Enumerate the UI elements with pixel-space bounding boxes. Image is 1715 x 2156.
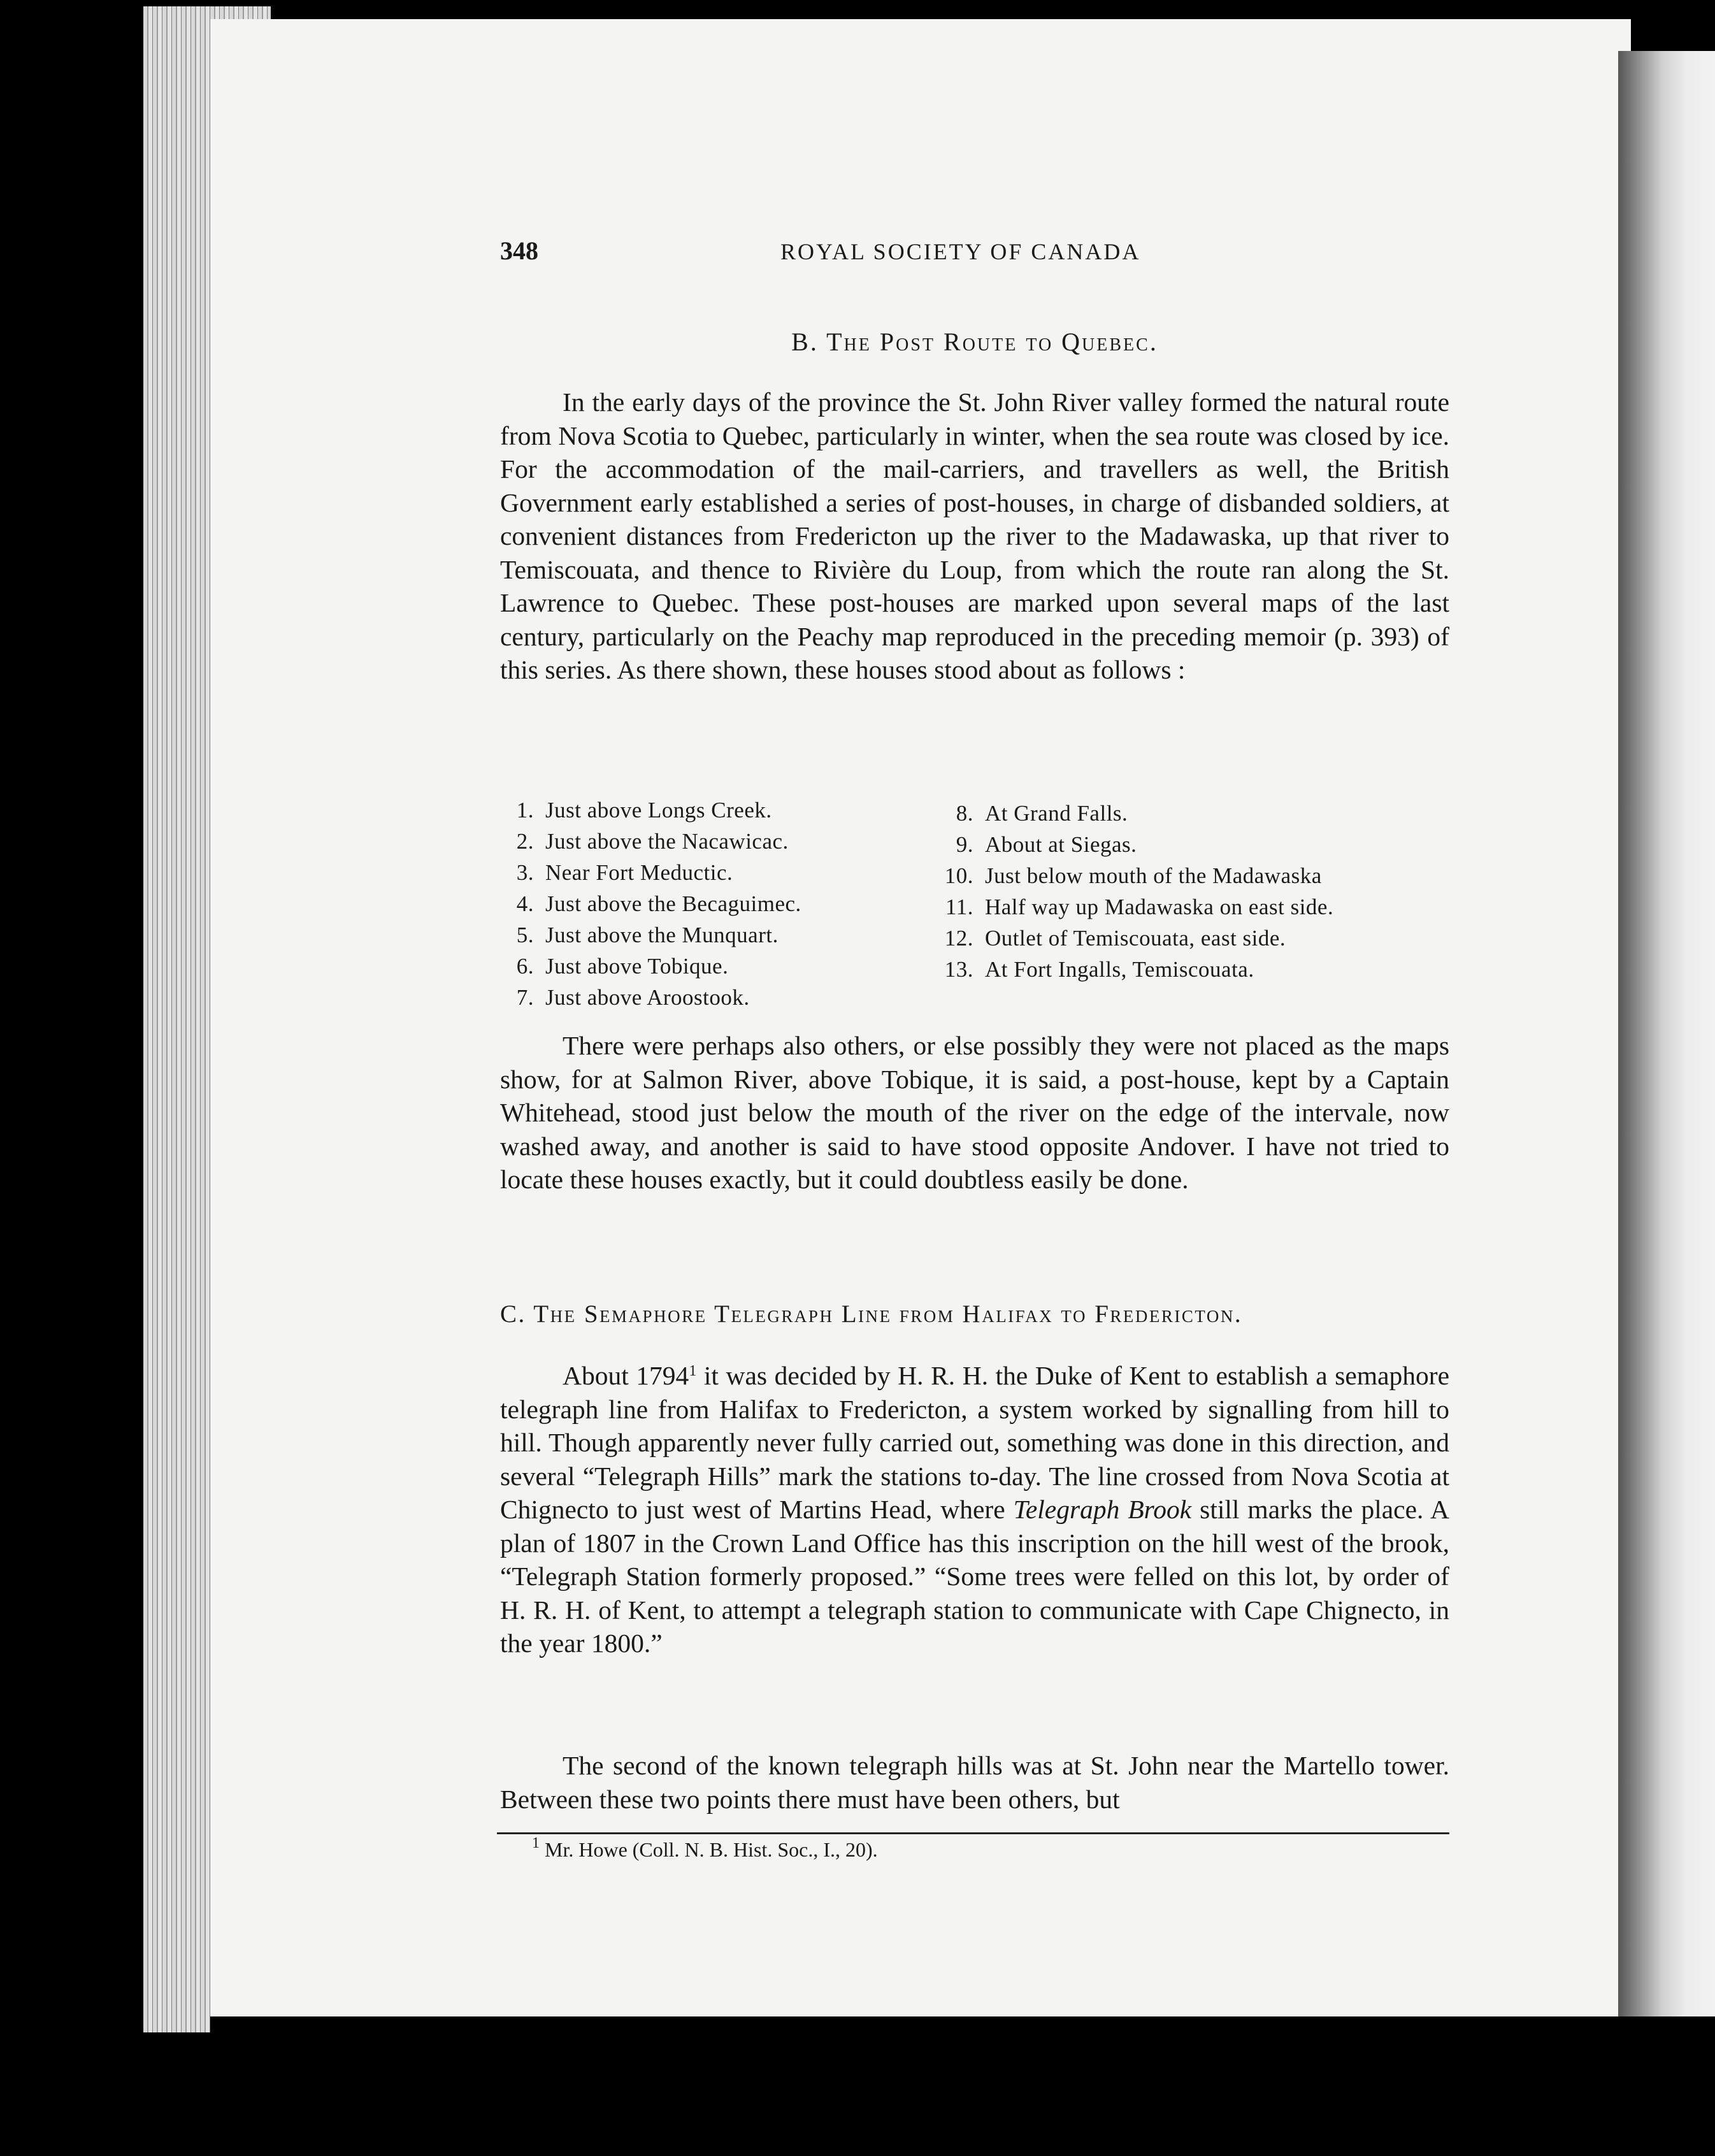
footnote-divider <box>497 1832 1449 1834</box>
running-head <box>500 236 1449 274</box>
list-item <box>496 794 801 826</box>
list-item-number: 10. <box>944 863 973 888</box>
list-item-number: 6. <box>516 954 534 979</box>
section-b-closing: There were perhaps also others, or else possibly they were not placed as the maps show, for at Salmon River, above Tobique, it is said, a post-house, kept by a Captain Whitehead, stood just below the mouth of the river on the edge of the intervale, now washed away, and another is said to have stood opposite Andover. I have not tried to locate these houses exactly, but it could doubtless easily be done. <box>500 1031 1449 1194</box>
list-item <box>931 923 1333 954</box>
section-c-paragraph-2: The second of the known telegraph hills was at St. John near the Martello tower. Between these two points there must have been others, but <box>500 1751 1449 1814</box>
list-item-text: About at Siegas. <box>985 832 1137 857</box>
list-item <box>931 860 1333 891</box>
list-item-text: Just above the Munquart. <box>545 923 779 947</box>
list-item <box>496 888 801 919</box>
list-item-number: 13. <box>944 957 973 982</box>
list-item <box>931 891 1333 923</box>
list-item-text: Just above Aroostook. <box>545 985 750 1010</box>
list-item-number: 9. <box>956 832 973 857</box>
list-item-number: 11. <box>945 895 973 919</box>
footnote-text: Mr. Howe (Coll. N. B. Hist. Soc., I., 20). <box>540 1838 878 1861</box>
list-item-number: 12. <box>944 926 973 951</box>
list-item-number: 7. <box>516 985 534 1010</box>
list-item-text: Just above the Becaguimec. <box>545 891 801 916</box>
list-item <box>496 919 801 951</box>
list-item-number: 5. <box>516 923 534 947</box>
text-run: it was decided by H. R. H. the Duke of Kent to establish a semaphore telegraph line from Halifax to Fredericton, a system worked by signalling from hill to hill. Though apparently never fully carried out, something was done in this direction, and several “Telegraph Hills” mark the stations to-day. The line crossed from Nova Scotia at Chignecto to just west of Martins Head, where <box>500 1361 1450 1524</box>
page-sheet <box>210 19 1631 2020</box>
list-item-number: 1. <box>516 798 534 823</box>
text-run: still marks the place. A plan of 1807 in the Crown Land Office has this inscription on the hill west of the brook, “Telegraph Station formerly proposed.” “Some trees were felled on this lot, by order of H. R. H. of Kent, to attempt a telegraph station to communicate with Cape Chignecto, in the year 1800.” <box>500 1495 1450 1658</box>
list-item <box>496 982 801 1013</box>
footnote <box>532 1835 878 1862</box>
section-c-paragraph-1 <box>500 1359 1449 1660</box>
list-item-number: 2. <box>516 829 534 854</box>
list-item-number: 3. <box>516 860 534 885</box>
book-facing-page-edge <box>1618 51 1715 2077</box>
section-b-heading: B. The Post Route to Quebec. <box>791 327 1158 356</box>
page-number: 348 <box>500 236 538 265</box>
list-item-text: Just above Tobique. <box>545 954 729 979</box>
list-item <box>931 954 1333 985</box>
list-item <box>496 857 801 888</box>
list-item-text: Half way up Madawaska on east side. <box>985 895 1334 919</box>
journal-title: ROYAL SOCIETY OF CANADA <box>780 239 1141 264</box>
section-b-intro: In the early days of the province the St. John River valley formed the natural route from Nova Scotia to Quebec, particularly in winter, when the sea route was closed by ice. For the accommodation of the mail-carriers, and travellers as well, the British Government early established a series of post-houses, in charge of disbanded soldiers, at convenient distances from Fredericton up the river to the Madawaska, up that river to Temiscouata, and thence to Rivière du Loup, from which the route ran along the St. Lawrence to Quebec. These post-houses are marked upon several maps of the last century, particularly on the Peachy map reproduced in the preceding memoir (p. 393) of this series. As there shown, these houses stood about as follows : <box>500 387 1449 684</box>
list-item-number: 4. <box>516 891 534 916</box>
post-house-list-left <box>496 794 801 1013</box>
list-item-text: Just below mouth of the Madawaska <box>985 863 1322 888</box>
text-run: About 1794 <box>563 1361 689 1390</box>
section-c-heading: C. The Semaphore Telegraph Line from Halifax to Fredericton. <box>500 1300 1243 1328</box>
list-item-text: At Fort Ingalls, Temiscouata. <box>985 957 1254 982</box>
list-item <box>931 829 1333 860</box>
list-item <box>496 826 801 857</box>
italic-place-name: Telegraph Brook <box>1013 1495 1192 1524</box>
list-item <box>931 798 1333 829</box>
list-item <box>496 951 801 982</box>
list-item-text: Near Fort Meductic. <box>545 860 733 885</box>
list-item-text: At Grand Falls. <box>985 801 1128 826</box>
list-item-text: Just above Longs Creek. <box>545 798 772 823</box>
list-item-text: Outlet of Temiscouata, east side. <box>985 926 1286 951</box>
footnote-reference: 1 <box>689 1363 697 1379</box>
footnote-marker: 1 <box>532 1835 540 1851</box>
post-house-list-right <box>931 798 1333 985</box>
scan-border <box>210 2016 1715 2156</box>
list-item-text: Just above the Nacawicac. <box>545 829 789 854</box>
list-item-number: 8. <box>956 801 973 826</box>
